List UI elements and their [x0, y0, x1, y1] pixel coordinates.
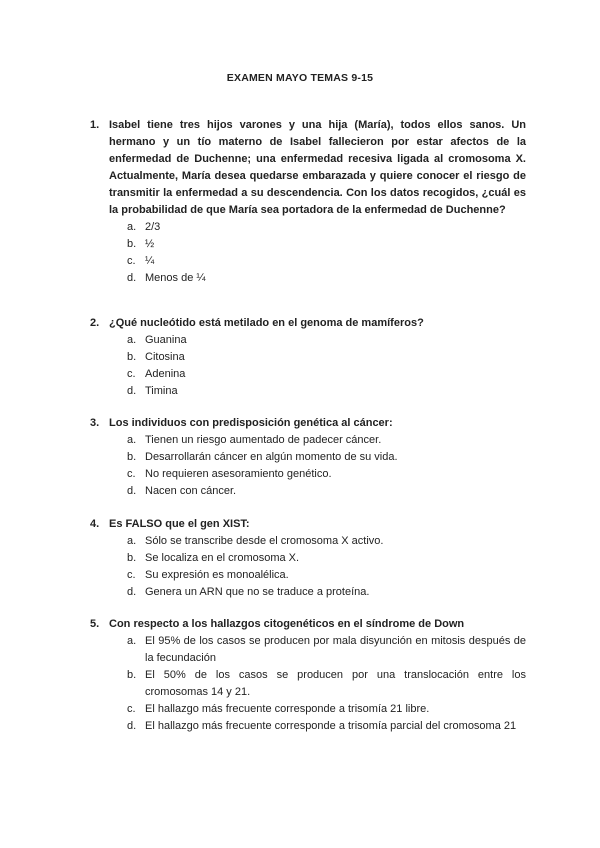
question-2 [90, 315, 526, 400]
question-1 [90, 117, 526, 287]
option-item: d. Nacen con cáncer. [127, 485, 237, 497]
option-item: c. No requieren asesoramiento genético. [127, 468, 332, 480]
option-item: a. Sólo se transcribe desde el cromosoma X activo. [127, 535, 384, 547]
option-item: d. El hallazgo más frecuente corresponde a trisomía parcial del cromosoma 21 [127, 720, 517, 732]
question-text: ¿Qué nucleótido está metilado en el genoma de mamíferos? [109, 317, 424, 329]
question-3 [90, 415, 526, 500]
options-list [90, 533, 526, 601]
question-number: 5. [90, 618, 100, 630]
question-5 [90, 616, 526, 735]
option-item: c. Adenina [127, 368, 186, 380]
option-item: d. Genera un ARN que no se traduce a proteína. [127, 586, 370, 598]
option-item: b. Citosina [127, 351, 185, 363]
question-number: 2. [90, 317, 100, 329]
option-item: c. Su expresión es monoalélica. [127, 569, 289, 581]
page-title: EXAMEN MAYO TEMAS 9-15 [226, 72, 374, 84]
options-list [90, 432, 526, 500]
option-item: d. Timina [127, 385, 178, 397]
question-text: Isabel tiene tres hijos varones y una hija (María), todos ellos sanos. Un hermano y un tío materno de Isabel fallecieron por estar afectos de la enfermedad de Duchenne; una enfermedad recesiva ligada al cromosoma X. Actualmente, María desea quedarse embarazada y quiere conocer el riesgo de transmitir la enfermedad a su descendencia. Con los datos recogidos, ¿cuál es la probabilidad de que María sea portadora de la enfermedad de Duchenne? [109, 119, 526, 216]
option-item: a. 2/3 [127, 221, 161, 233]
question-4 [90, 516, 526, 601]
options-list [90, 219, 526, 287]
question-number: 3. [90, 417, 100, 429]
question-number: 4. [90, 518, 100, 530]
question-text: Con respecto a los hallazgos citogenéticos en el síndrome de Down [109, 618, 465, 630]
option-item: b. Desarrollarán cáncer en algún momento de su vida. [127, 451, 398, 463]
question-text: Es FALSO que el gen XIST: [109, 518, 250, 530]
question-number: 1. [90, 119, 100, 131]
option-item: c. El hallazgo más frecuente corresponde a trisomía 21 libre. [127, 703, 430, 715]
option-item: b. El 50% de los casos se producen por una translocación entre los cromosomas 14 y 21. [127, 669, 526, 698]
option-item: b. Se localiza en el cromosoma X. [127, 552, 300, 564]
question-text: Los individuos con predisposición genética al cáncer: [109, 417, 393, 429]
option-item: a. Guanina [127, 334, 187, 346]
option-item: b. ½ [127, 238, 155, 250]
option-item: c. ¼ [127, 255, 155, 267]
options-list [90, 633, 526, 735]
options-list [90, 332, 526, 400]
option-item: d. Menos de ¼ [127, 272, 206, 284]
option-item: a. El 95% de los casos se producen por mala disyunción en mitosis después de la fecundación [127, 635, 526, 664]
option-item: a. Tienen un riesgo aumentado de padecer cáncer. [127, 434, 382, 446]
